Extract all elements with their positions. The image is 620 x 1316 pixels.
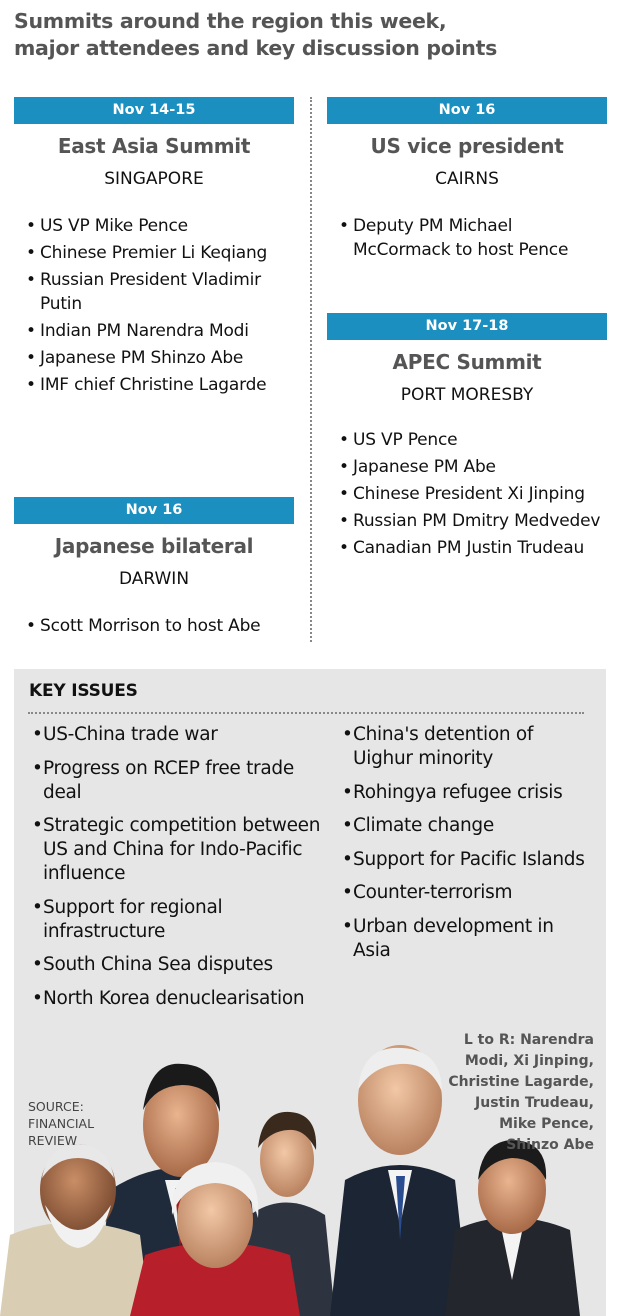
list-item: • US VP Pence	[327, 428, 607, 452]
list-item: • Support for Pacific Islands	[340, 848, 595, 872]
source-credit	[28, 1098, 94, 1149]
event-name: APEC Summit	[392, 350, 542, 374]
event-location: DARWIN	[118, 569, 190, 589]
list-item: • Urban development in Asia	[340, 915, 595, 963]
attendee-list	[14, 614, 294, 638]
text-line: L to R: Narendra	[463, 1032, 594, 1048]
list-item: • Scott Morrison to host Abe	[14, 614, 294, 638]
photo-caption	[394, 1030, 594, 1156]
text-line: Modi, Xi Jinping,	[464, 1053, 594, 1069]
event-location: CAIRNS	[435, 169, 499, 189]
text-line: REVIEW	[28, 1133, 78, 1148]
event-date: Nov 16	[327, 97, 607, 124]
list-item: • North Korea denuclearisation	[30, 987, 330, 1011]
event-name: East Asia Summit	[57, 134, 251, 158]
key-issues-heading: KEY ISSUES	[29, 681, 138, 701]
list-item: • Canadian PM Justin Trudeau	[327, 536, 607, 560]
list-item: • Climate change	[340, 814, 595, 838]
event-date: Nov 17-18	[327, 313, 607, 340]
list-item: • Chinese President Xi Jinping	[327, 482, 607, 506]
attendee-list	[327, 428, 607, 560]
title-line-1: Summits around the region this week,	[14, 9, 447, 33]
list-item: • Support for regional infrastructure	[30, 896, 330, 944]
event-date: Nov 14-15	[14, 97, 294, 124]
attendee-list	[14, 214, 294, 397]
list-item: • Indian PM Narendra Modi	[14, 319, 294, 343]
list-item: • Strategic competition between US and China for Indo-Pacific influence	[30, 814, 330, 886]
text-line: FINANCIAL	[28, 1116, 95, 1131]
list-item: • Counter-terrorism	[340, 881, 595, 905]
list-item: • Japanese PM Shinzo Abe	[14, 346, 294, 370]
event-name: US vice president	[370, 134, 564, 158]
event-location: PORT MORESBY	[400, 385, 534, 405]
list-item: • US-China trade war	[30, 723, 330, 747]
text-line: SOURCE:	[28, 1099, 84, 1114]
page-title	[14, 8, 604, 62]
event-date: Nov 16	[14, 497, 294, 524]
list-item: • Chinese Premier Li Keqiang	[14, 241, 294, 265]
event-name: Japanese bilateral	[54, 534, 254, 558]
text-line: Justin Trudeau,	[475, 1095, 594, 1111]
text-line: Shinzo Abe	[506, 1137, 594, 1153]
title-line-2: major attendees and key discussion points	[14, 36, 498, 60]
dotted-divider	[28, 712, 584, 714]
list-item: • Russian PM Dmitry Medvedev	[327, 509, 607, 533]
list-item: • China's detention of Uighur minority	[340, 723, 595, 771]
event-apec-summit	[327, 313, 607, 563]
list-item: • Japanese PM Abe	[327, 455, 607, 479]
column-divider	[310, 97, 312, 642]
portrait-shinzo-abe	[445, 1140, 580, 1316]
event-japanese-bilateral	[14, 497, 294, 641]
attendee-list	[327, 214, 607, 262]
event-east-asia-summit	[14, 97, 294, 400]
event-location: SINGAPORE	[104, 169, 204, 189]
key-issues-right	[340, 723, 595, 972]
text-line: Christine Lagarde,	[448, 1074, 594, 1090]
event-us-vice-president	[327, 97, 607, 265]
key-issues-left	[30, 723, 330, 1020]
list-item: • IMF chief Christine Lagarde	[14, 373, 294, 397]
list-item: • Progress on RCEP free trade deal	[30, 757, 330, 805]
list-item: • US VP Mike Pence	[14, 214, 294, 238]
list-item: • Russian President Vladimir Putin	[14, 268, 294, 316]
list-item: • Rohingya refugee crisis	[340, 781, 595, 805]
list-item: • South China Sea disputes	[30, 953, 330, 977]
list-item: • Deputy PM Michael McCormack to host Pence	[327, 214, 607, 262]
text-line: Mike Pence,	[499, 1116, 594, 1132]
